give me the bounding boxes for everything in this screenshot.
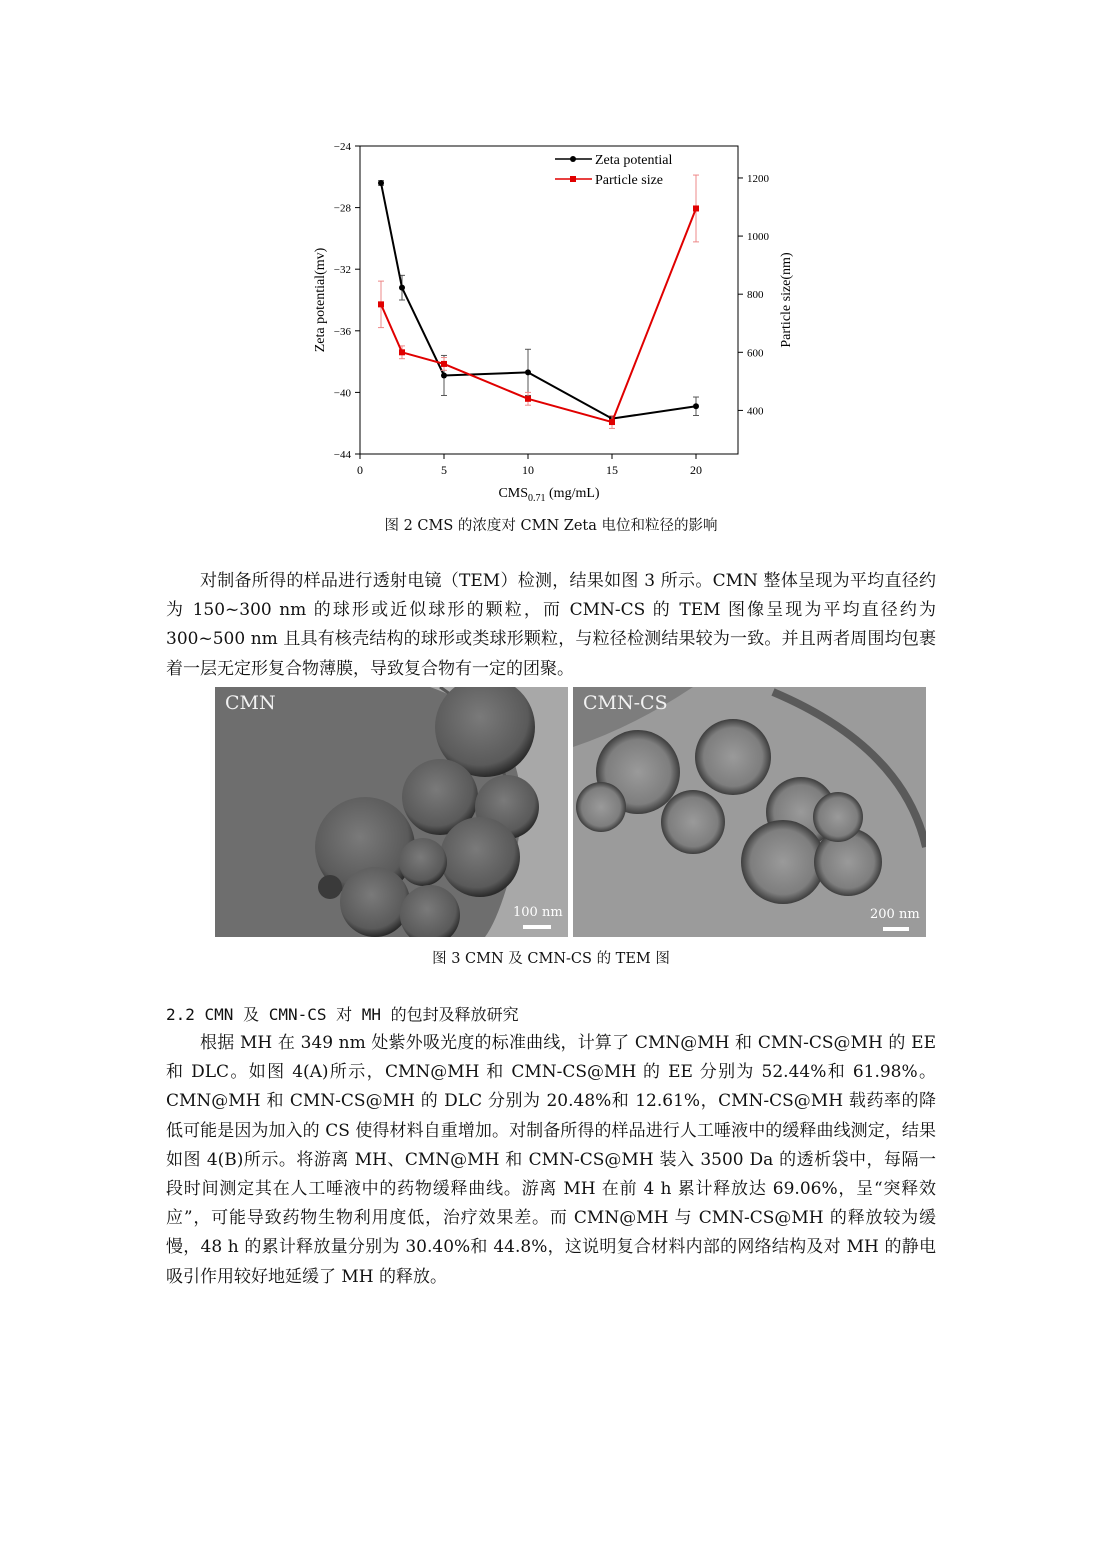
data-point [693,403,699,409]
data-point [525,369,531,375]
y-left-axis-label: Zeta potential(mv) [313,247,328,353]
y-right-tick-label: 800 [747,289,764,302]
x-tick-label: 5 [441,463,447,477]
tem-cmn-picture [215,687,568,937]
data-point [378,180,384,186]
legend-marker [570,156,576,162]
figure-3-caption: 图 3 CMN 及 CMN-CS 的 TEM 图 [432,951,670,967]
data-point [441,372,447,378]
y-left-tick-label: −28 [333,202,351,215]
data-point [399,349,405,355]
data-point [525,396,531,402]
y-left-tick-label: −24 [333,141,351,153]
legend-label: Zeta potential [595,153,673,168]
legend-label: Particle size [595,173,664,188]
x-tick-label: 10 [522,463,534,477]
tem-cmn-cs-scale-bar [883,927,909,931]
tem-cmn-label: CMN [225,692,276,714]
y-right-tick-label: 600 [747,347,764,360]
x-tick-label: 0 [357,463,363,477]
legend-marker [570,176,576,182]
data-point [693,205,699,211]
x-axis-label: $CMS_{0.71}$ (mg/mL) [498,486,600,504]
y-left-tick-label: −32 [333,264,351,277]
paragraph-tem [166,567,936,684]
figure-2-caption: 图 2 CMS 的浓度对 CMN Zeta 电位和粒径的影响 [384,518,718,534]
data-point [378,301,384,307]
y-right-tick-label: 1000 [747,231,769,244]
y-right-tick-label: 1200 [747,172,769,185]
tem-image-cmn-cs [573,687,926,937]
y-left-tick-label: −44 [333,449,351,461]
y-right-axis-label: Particle size(nm) [779,252,794,348]
tem-cmn-cs-picture [573,687,926,937]
y-left-tick-label: −36 [333,325,351,338]
data-point [609,419,615,425]
data-point [441,361,447,367]
x-tick-label: 15 [606,463,618,477]
paragraph-release-text: 根据 MH 在 349 nm 处紫外吸光度的标准曲线，计算了 CMN@MH 和 CMN-CS@MH 的 EE 和 DLC。如图 4(A)所示，CMN@MH 和 CMN-CS@MH 的 EE 分别为 52.44%和 61.98%。CMN@MH 和 CMN-CS@MH 的 DLC 分别为 20.48%和 12.61%，CMN-CS@MH 载药率的降低可能是因为加入的 CS 使得材料自重增加。对制备所得的样品进行人工唾液中的缓释曲线测定，结果如图 4(B)所示。将游离 MH、CMN@MH 和 CMN-CS@MH 装入 3500 Da 的透析袋中，每隔一段时间测定其在人工唾液中的药物缓释曲线。游离 MH 在前 4 h 累计释放达 69.06%，呈“突释效应”，可能导致药物生物利用度低，治疗效果差。而 CMN@MH 与 CMN-CS@MH 的释放较为缓慢，48 h 的累计释放量分别为 30.40%和 44.8%，这说明复合材料内部的网络结构及对 MH 的静电吸引作用较好地延缓了 MH 的释放。 [166,1033,936,1287]
tem-cmn-scale-bar [523,925,551,929]
y-right-tick-label: 400 [747,405,764,418]
tem-cmn-cs-label: CMN-CS [583,692,668,714]
paragraph-tem-text: 对制备所得的样品进行透射电镜（TEM）检测，结果如图 3 所示。CMN 整体呈现为平均直径约为 150~300 nm 的球形或近似球形的颗粒，而 CMN-CS 的 TEM 图像呈现为平均直径约为 300~500 nm 且具有核壳结构的球形或类球形颗粒，与粒径检测结果较为一致。并且两者周围均包裹着一层无定形复合物薄膜，导致复合物有一定的团聚。 [166,571,936,679]
data-point [399,285,405,291]
tem-image-cmn [215,687,568,937]
section-heading: 2.2 CMN 及 CMN-CS 对 MH 的包封及释放研究 [166,1005,519,1024]
paragraph-release [166,1029,936,1292]
tem-cmn-cs-scale-label: 200 nm [870,907,920,922]
series-line [381,208,696,422]
y-left-tick-label: −40 [333,387,351,400]
x-tick-label: 20 [690,463,702,477]
tem-cmn-scale-label: 100 nm [513,905,563,920]
zeta-particle-chart [300,135,820,510]
series-line [381,183,696,419]
